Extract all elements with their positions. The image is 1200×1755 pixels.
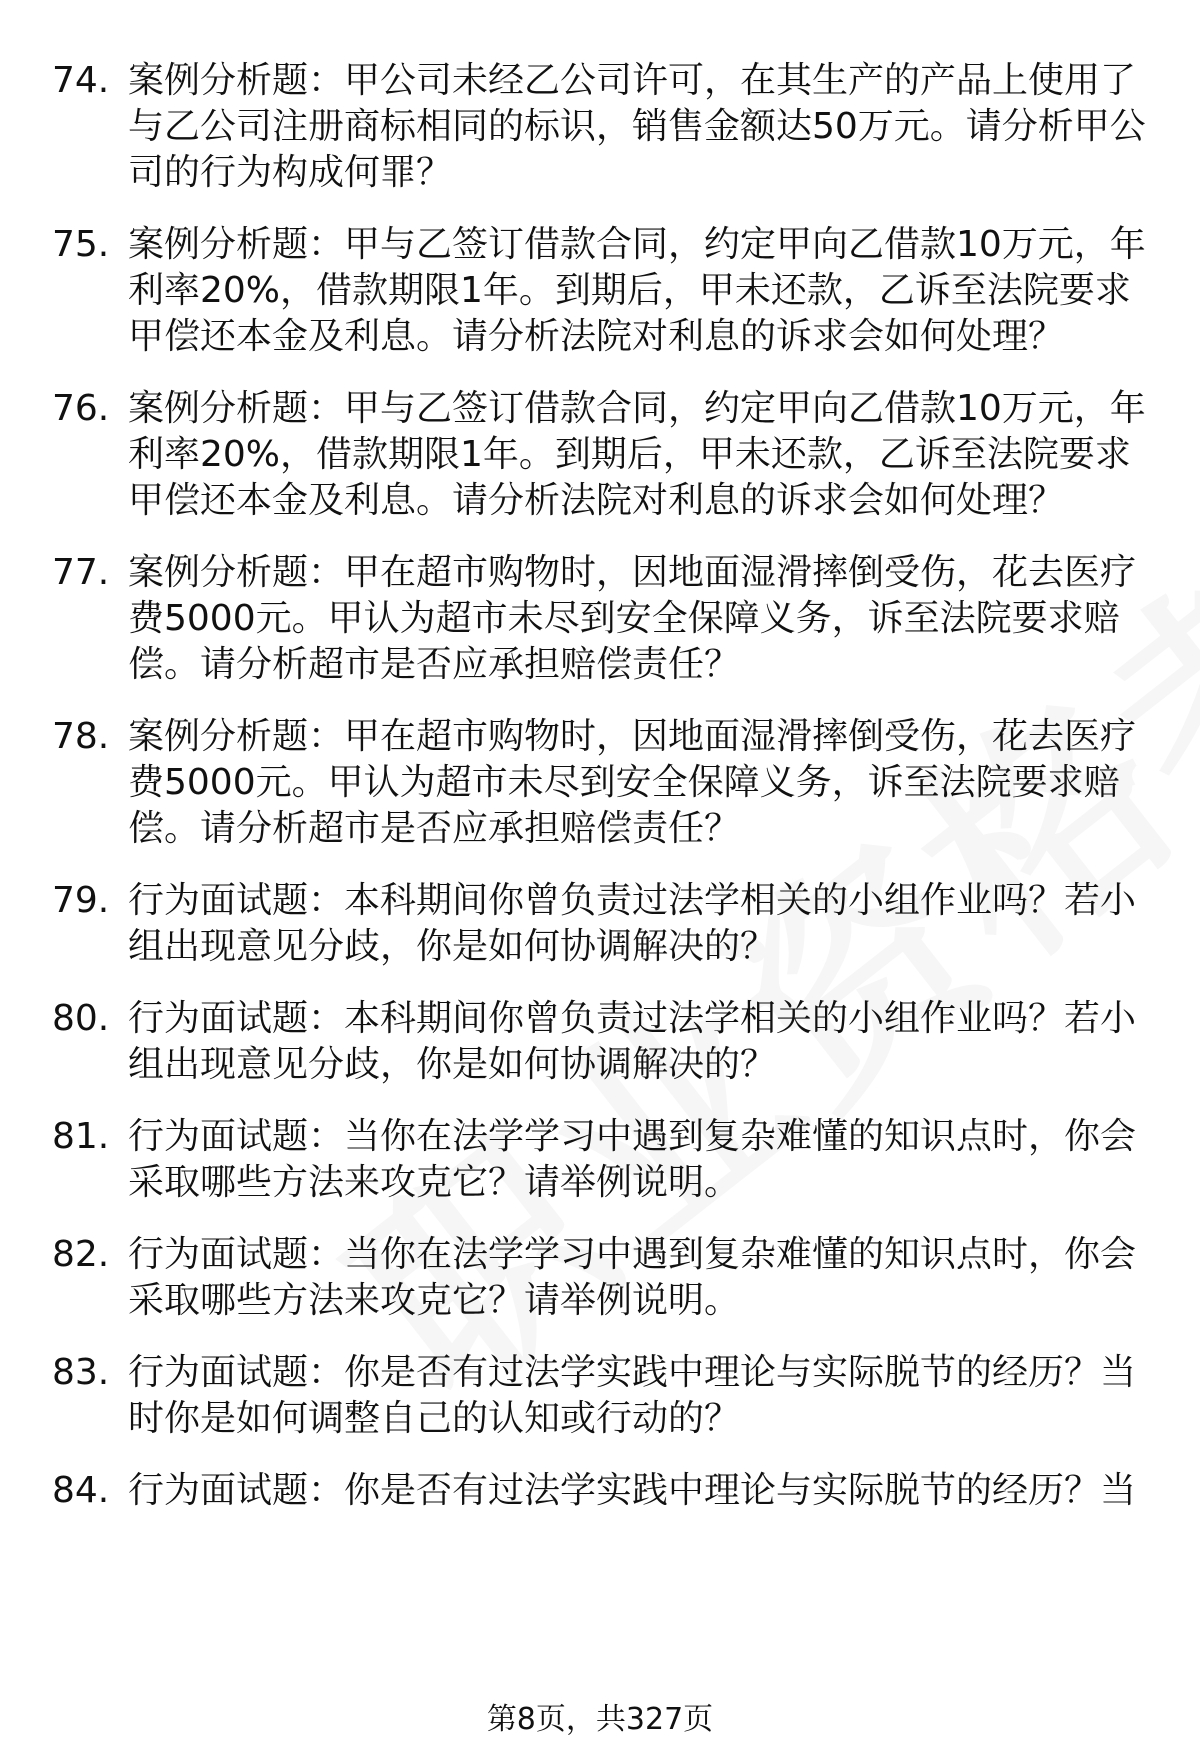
question-number: 79. — [52, 880, 110, 921]
question-text: 案例分析题：甲与乙签订借款合同，约定甲向乙借款10万元，年利率20%，借款期限1年。到期后，甲未还款，乙诉至法院要求甲偿还本金及利息。请分析法院对利息的诉求会如何处理？ — [128, 388, 1146, 521]
question-number: 81. — [52, 1116, 110, 1157]
question-number: 83. — [52, 1352, 110, 1393]
question-text: 行为面试题：本科期间你曾负责过法学相关的小组作业吗？若小组出现意见分歧，你是如何协调解决的？ — [128, 880, 1137, 967]
question-number: 80. — [52, 998, 110, 1039]
page-footer: 第8页，共327页 — [486, 1702, 714, 1737]
question-text: 行为面试题：你是否有过法学实践中理论与实际脱节的经历？当 — [128, 1470, 1137, 1511]
question-number: 78. — [52, 716, 110, 757]
question-number: 77. — [52, 552, 110, 593]
question-text: 行为面试题：本科期间你曾负责过法学相关的小组作业吗？若小组出现意见分歧，你是如何协调解决的？ — [128, 998, 1137, 1085]
question-text: 案例分析题：甲在超市购物时，因地面湿滑摔倒受伤，花去医疗费5000元。甲认为超市未尽到安全保障义务，诉至法院要求赔偿。请分析超市是否应承担赔偿责任？ — [128, 552, 1137, 685]
question-number: 75. — [52, 224, 110, 265]
question-number: 84. — [52, 1470, 110, 1511]
question-text: 案例分析题：甲与乙签订借款合同，约定甲向乙借款10万元，年利率20%，借款期限1年。到期后，甲未还款，乙诉至法院要求甲偿还本金及利息。请分析法院对利息的诉求会如何处理？ — [128, 224, 1146, 357]
question-text: 案例分析题：甲在超市购物时，因地面湿滑摔倒受伤，花去医疗费5000元。甲认为超市未尽到安全保障义务，诉至法院要求赔偿。请分析超市是否应承担赔偿责任？ — [128, 716, 1137, 849]
question-text: 行为面试题：当你在法学学习中遇到复杂难懂的知识点时，你会采取哪些方法来攻克它？请举例说明。 — [128, 1234, 1137, 1321]
question-text: 行为面试题：你是否有过法学实践中理论与实际脱节的经历？当时你是如何调整自己的认知或行动的？ — [128, 1352, 1137, 1439]
question-number: 76. — [52, 388, 110, 429]
question-number: 74. — [52, 60, 110, 101]
question-text: 行为面试题：当你在法学学习中遇到复杂难懂的知识点时，你会采取哪些方法来攻克它？请举例说明。 — [128, 1116, 1137, 1203]
question-number: 82. — [52, 1234, 110, 1275]
question-text: 案例分析题：甲公司未经乙公司许可，在其生产的产品上使用了与乙公司注册商标相同的标识，销售金额达50万元。请分析甲公司的行为构成何罪？ — [128, 60, 1146, 193]
